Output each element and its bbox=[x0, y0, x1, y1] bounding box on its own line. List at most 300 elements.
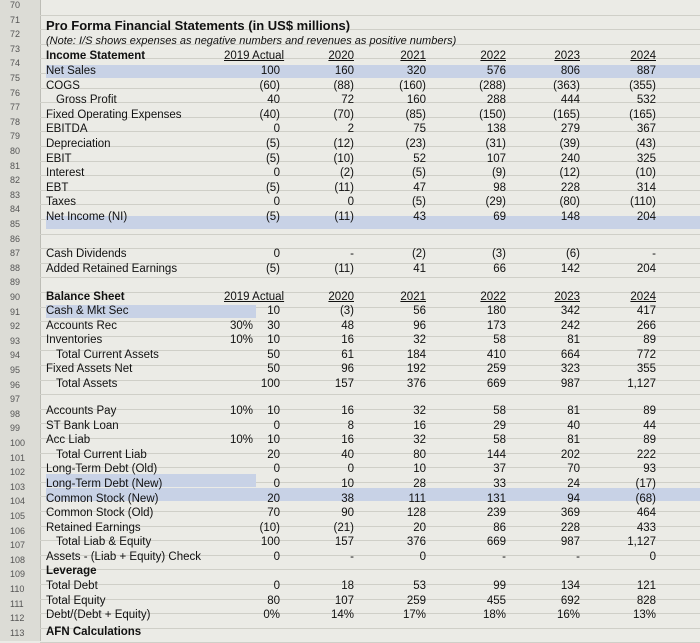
row-number: 98 bbox=[10, 408, 21, 419]
cell-value: (88) bbox=[333, 79, 354, 92]
cell-value: 58 bbox=[493, 334, 506, 347]
cell-value: (160) bbox=[399, 79, 426, 92]
cell-value: 72 bbox=[341, 94, 354, 107]
cell-value: 0 bbox=[273, 248, 280, 260]
cell-value: (5) bbox=[265, 152, 280, 165]
cell-value: 96 bbox=[413, 319, 426, 332]
cell-value: 772 bbox=[636, 348, 656, 361]
row-gridline bbox=[40, 204, 700, 205]
cell-value: 14% bbox=[330, 609, 354, 622]
row-number: 93 bbox=[10, 335, 21, 346]
row-number: 79 bbox=[10, 131, 21, 142]
cell-value: 24 bbox=[567, 478, 580, 490]
year-header: 2023 bbox=[554, 291, 580, 303]
cell-value: (110) bbox=[630, 196, 656, 209]
cell-value: 111 bbox=[408, 492, 426, 505]
row-label: Taxes bbox=[46, 196, 77, 209]
cell-value: 314 bbox=[636, 181, 656, 194]
cell-value: (23) bbox=[405, 138, 426, 150]
year-header: 2020 bbox=[328, 291, 354, 303]
row-gridline bbox=[40, 394, 700, 395]
cell-value: 417 bbox=[636, 305, 656, 317]
row-number: 75 bbox=[10, 73, 21, 83]
row-number: 92 bbox=[10, 321, 21, 332]
cell-value: - bbox=[576, 551, 580, 563]
cell-value: (31) bbox=[485, 138, 506, 150]
cell-value: 16% bbox=[556, 609, 580, 622]
balance-sheet-heading: Balance Sheet bbox=[46, 291, 125, 303]
row-label: Assets - (Liab + Equity) Check bbox=[46, 551, 201, 563]
row-number: 88 bbox=[10, 262, 21, 273]
row-gridline bbox=[40, 15, 700, 16]
cell-value: 20 bbox=[267, 448, 280, 461]
cell-value: 81 bbox=[567, 434, 580, 447]
row-number: 87 bbox=[10, 248, 21, 259]
cell-value: 202 bbox=[560, 448, 580, 461]
row-number: 82 bbox=[10, 175, 21, 186]
row-number: 77 bbox=[10, 102, 21, 113]
cell-value: 828 bbox=[636, 594, 656, 607]
row-number: 81 bbox=[10, 160, 21, 171]
row-label: Total Current Liab bbox=[56, 448, 147, 461]
cell-value: 100 bbox=[260, 65, 280, 77]
cell-value: 144 bbox=[486, 448, 506, 461]
cell-value: 325 bbox=[636, 152, 656, 165]
row-number: 102 bbox=[10, 467, 26, 478]
row-gridline bbox=[40, 88, 700, 89]
cell-value: 0 bbox=[347, 196, 354, 209]
row-number: 91 bbox=[10, 306, 21, 317]
cell-value: 433 bbox=[636, 521, 656, 534]
cell-value: 222 bbox=[636, 448, 656, 461]
cell-value: 16 bbox=[341, 405, 354, 417]
row-number: 72 bbox=[10, 29, 21, 40]
row-number: 110 bbox=[10, 584, 25, 594]
cell-value: 576 bbox=[486, 65, 506, 77]
row-header-column bbox=[0, 0, 41, 641]
row-number: 90 bbox=[10, 292, 21, 302]
cell-value: 240 bbox=[560, 152, 580, 165]
cell-value: 38 bbox=[341, 492, 354, 505]
row-number: 107 bbox=[10, 540, 26, 551]
cell-value: (10) bbox=[333, 152, 354, 165]
row-number: 106 bbox=[10, 525, 26, 536]
row-label: Total Equity bbox=[46, 594, 106, 607]
row-label: Added Retained Earnings bbox=[46, 262, 178, 275]
cell-value: (39) bbox=[559, 138, 580, 150]
cell-value: (5) bbox=[265, 262, 280, 275]
row-label: Inventories bbox=[46, 334, 103, 347]
cell-value: 75 bbox=[413, 123, 426, 136]
cell-value: 228 bbox=[560, 521, 580, 534]
cell-value: 0 bbox=[273, 196, 280, 209]
cell-value: 47 bbox=[413, 181, 426, 194]
row-label: Net Sales bbox=[46, 65, 96, 77]
year-header: 2021 bbox=[400, 50, 426, 62]
cell-value: 0 bbox=[273, 419, 280, 432]
cell-value: 887 bbox=[636, 65, 656, 77]
cell-value: (5) bbox=[411, 196, 426, 209]
cell-value: 16 bbox=[341, 334, 354, 347]
cell-value: 1,127 bbox=[627, 378, 656, 390]
cell-value: (363) bbox=[553, 79, 580, 92]
row-gridline bbox=[40, 438, 700, 439]
row-label: Depreciation bbox=[46, 138, 111, 150]
cell-value: 13% bbox=[632, 609, 656, 622]
cell-value: 0 bbox=[419, 551, 426, 563]
row-number: 105 bbox=[10, 511, 26, 521]
cell-value: 259 bbox=[406, 594, 426, 607]
row-number: 99 bbox=[10, 423, 21, 434]
cell-value: 157 bbox=[334, 536, 354, 549]
cell-value: 10 bbox=[267, 405, 280, 417]
row-label: Accounts Rec bbox=[46, 319, 117, 332]
cell-value: 107 bbox=[334, 594, 354, 607]
cell-value: 806 bbox=[560, 65, 580, 77]
year-header: 2020 bbox=[328, 50, 354, 62]
row-gridline bbox=[40, 423, 700, 424]
cell-value: 43 bbox=[413, 211, 426, 223]
cell-value: 37 bbox=[493, 463, 506, 476]
cell-value: 50 bbox=[267, 348, 280, 361]
cell-value: 20 bbox=[413, 521, 426, 534]
cell-value: (40) bbox=[259, 108, 280, 121]
cell-value: 58 bbox=[493, 434, 506, 447]
cell-value: 80 bbox=[267, 594, 280, 607]
row-number: 96 bbox=[10, 379, 21, 390]
cell-value: 455 bbox=[486, 594, 506, 607]
cell-value: 33 bbox=[493, 478, 506, 490]
cell-value: 157 bbox=[334, 378, 354, 390]
cell-value: 70 bbox=[267, 507, 280, 520]
cell-value: 89 bbox=[643, 405, 656, 417]
cell-value: 1,127 bbox=[627, 536, 656, 549]
afn-heading: AFN Calculations bbox=[46, 626, 142, 638]
cell-value: 259 bbox=[486, 363, 506, 376]
cell-value: 410 bbox=[486, 348, 506, 361]
cell-value: 355 bbox=[636, 363, 656, 376]
cell-value: 28 bbox=[413, 478, 426, 490]
page-title: Pro Forma Financial Statements (in US$ millions) bbox=[46, 18, 351, 33]
cell-value: (5) bbox=[265, 211, 280, 223]
cell-value: 40 bbox=[267, 94, 280, 107]
cell-value: 10 bbox=[267, 305, 280, 317]
row-gridline bbox=[40, 146, 700, 147]
cell-value: 50 bbox=[267, 363, 280, 376]
cell-value: 204 bbox=[636, 211, 656, 223]
cell-value: 987 bbox=[560, 536, 580, 549]
row-number: 94 bbox=[10, 350, 21, 361]
cell-value: 32 bbox=[413, 434, 426, 447]
row-gridline bbox=[40, 234, 700, 235]
row-label: Cash & Mkt Sec bbox=[46, 305, 129, 317]
cell-value: (11) bbox=[334, 262, 354, 275]
cell-value: - bbox=[502, 551, 506, 563]
cell-value: 204 bbox=[636, 262, 656, 275]
row-label: Fixed Assets Net bbox=[46, 363, 133, 376]
cell-value: 16 bbox=[413, 419, 426, 432]
cell-value: 320 bbox=[406, 65, 426, 77]
cell-value: 53 bbox=[413, 580, 426, 592]
year-header: 2022 bbox=[480, 50, 506, 62]
income-statement-heading: Income Statement bbox=[46, 50, 146, 62]
cell-value: 367 bbox=[636, 123, 656, 136]
row-number: 86 bbox=[10, 233, 21, 244]
cell-value: 81 bbox=[567, 334, 580, 347]
cell-value: 81 bbox=[567, 405, 580, 417]
cell-value: (150) bbox=[479, 108, 506, 121]
row-number: 109 bbox=[10, 569, 26, 580]
row-label: ST Bank Loan bbox=[46, 419, 119, 432]
cell-value: 692 bbox=[560, 594, 580, 607]
cell-value: 98 bbox=[493, 181, 506, 194]
cell-value: (5) bbox=[265, 181, 280, 194]
cell-value: 131 bbox=[486, 492, 506, 505]
percent-driver: 30% bbox=[230, 319, 254, 332]
cell-value: 0 bbox=[649, 551, 656, 563]
cell-value: 18 bbox=[341, 580, 354, 592]
row-number: 112 bbox=[10, 613, 25, 624]
cell-value: 266 bbox=[636, 319, 656, 332]
cell-value: (2) bbox=[339, 167, 354, 180]
cell-value: (5) bbox=[265, 138, 280, 150]
row-label: Common Stock (Old) bbox=[46, 507, 154, 520]
cell-value: 239 bbox=[486, 507, 506, 520]
row-gridline bbox=[40, 161, 700, 162]
cell-value: 464 bbox=[636, 507, 656, 520]
cell-value: (21) bbox=[333, 521, 354, 534]
cell-value: 10 bbox=[267, 334, 280, 347]
leverage-heading: Leverage bbox=[46, 565, 97, 577]
row-label: Total Liab & Equity bbox=[56, 536, 152, 549]
cell-value: 142 bbox=[560, 262, 580, 275]
cell-value: 323 bbox=[560, 363, 580, 376]
row-label: Long-Term Debt (Old) bbox=[46, 463, 158, 476]
cell-value: 69 bbox=[493, 211, 506, 223]
cell-value: 52 bbox=[413, 152, 426, 165]
cell-value: (17) bbox=[635, 478, 656, 490]
cell-value: 669 bbox=[486, 378, 506, 390]
cell-value: 100 bbox=[260, 378, 280, 390]
row-gridline bbox=[40, 409, 700, 410]
cell-value: 86 bbox=[493, 521, 506, 534]
cell-value: 173 bbox=[486, 319, 506, 332]
row-label: Gross Profit bbox=[56, 94, 117, 107]
cell-value: 20 bbox=[267, 492, 280, 505]
cell-value: 99 bbox=[493, 580, 506, 592]
year-header: 2022 bbox=[480, 291, 506, 303]
row-number: 100 bbox=[10, 438, 26, 448]
cell-value: 0 bbox=[273, 478, 280, 490]
row-number: 111 bbox=[10, 598, 24, 609]
row-number: 113 bbox=[10, 627, 25, 638]
row-number: 104 bbox=[10, 496, 26, 507]
cell-value: (6) bbox=[565, 248, 580, 260]
cell-value: 8 bbox=[347, 419, 354, 432]
cell-value: 10 bbox=[341, 478, 354, 490]
cell-value: 40 bbox=[341, 448, 354, 461]
cell-value: 0 bbox=[273, 463, 280, 476]
cell-value: 17% bbox=[402, 609, 426, 622]
cell-value: 10 bbox=[267, 434, 280, 447]
row-label: Fixed Operating Expenses bbox=[46, 108, 182, 121]
cell-value: 160 bbox=[406, 94, 426, 107]
year-header: 2023 bbox=[554, 50, 580, 62]
cell-value: 18% bbox=[482, 609, 506, 622]
row-number: 97 bbox=[10, 394, 21, 405]
cell-value: 0 bbox=[273, 167, 280, 180]
cell-value: 128 bbox=[406, 507, 426, 520]
cell-value: (10) bbox=[259, 521, 280, 534]
row-number: 84 bbox=[10, 204, 21, 215]
cell-value: 532 bbox=[636, 94, 656, 107]
row-number: 89 bbox=[10, 277, 21, 288]
cell-value: 70 bbox=[567, 463, 580, 476]
cell-value: 228 bbox=[560, 181, 580, 194]
row-gridline bbox=[40, 102, 700, 103]
row-number: 76 bbox=[10, 87, 21, 98]
cell-value: 342 bbox=[560, 305, 580, 317]
row-label: EBITDA bbox=[46, 123, 88, 136]
row-number: 74 bbox=[10, 58, 21, 69]
cell-value: 0 bbox=[347, 463, 354, 476]
row-label: Total Debt bbox=[46, 580, 98, 592]
row-label: Common Stock (New) bbox=[46, 492, 159, 505]
cell-value: 0 bbox=[273, 580, 280, 592]
cell-value: 66 bbox=[493, 262, 506, 275]
cell-value: (10) bbox=[635, 167, 656, 180]
row-gridline bbox=[40, 569, 700, 570]
row-gridline bbox=[40, 584, 700, 585]
note-text: (Note: I/S shows expenses as negative numbers and revenues as positive numbers) bbox=[46, 35, 457, 47]
cell-value: (60) bbox=[259, 79, 280, 92]
cell-value: 134 bbox=[560, 580, 580, 592]
row-gridline bbox=[40, 175, 700, 176]
cell-value: 192 bbox=[406, 363, 426, 376]
row-gridline bbox=[40, 190, 700, 191]
cell-value: 40 bbox=[567, 419, 580, 432]
row-gridline bbox=[40, 131, 700, 132]
cell-value: 80 bbox=[413, 448, 426, 461]
row-gridline bbox=[40, 599, 700, 600]
cell-value: 0 bbox=[273, 551, 280, 563]
cell-value: 148 bbox=[560, 211, 580, 223]
cell-value: 184 bbox=[406, 348, 426, 361]
cell-value: 58 bbox=[493, 405, 506, 417]
row-number: 101 bbox=[10, 452, 26, 463]
cell-value: 32 bbox=[413, 405, 426, 417]
cell-value: 121 bbox=[636, 580, 656, 592]
cell-value: 669 bbox=[486, 536, 506, 549]
cell-value: (70) bbox=[333, 108, 354, 121]
year-header: 2024 bbox=[630, 50, 656, 62]
row-number: 80 bbox=[10, 146, 21, 156]
cell-value: (68) bbox=[635, 492, 656, 505]
cell-value: 107 bbox=[486, 152, 506, 165]
cell-value: 0 bbox=[273, 123, 280, 136]
cell-value: 664 bbox=[560, 348, 580, 361]
cell-value: 48 bbox=[341, 319, 354, 332]
cell-value: 2 bbox=[347, 123, 354, 136]
row-number: 83 bbox=[10, 189, 21, 200]
row-label: Interest bbox=[46, 167, 85, 180]
row-gridline bbox=[40, 321, 700, 322]
cell-value: 56 bbox=[413, 305, 426, 317]
cell-value: 288 bbox=[486, 94, 506, 107]
cell-value: 242 bbox=[560, 319, 580, 332]
cell-value: 94 bbox=[567, 492, 580, 505]
highlight-net-income bbox=[46, 216, 700, 229]
cell-value: (29) bbox=[485, 196, 506, 209]
percent-driver: 10% bbox=[230, 334, 254, 347]
year-header: 2019 Actual bbox=[224, 50, 285, 62]
cell-value: (9) bbox=[491, 167, 506, 180]
year-header: 2021 bbox=[400, 291, 426, 303]
row-label: Cash Dividends bbox=[46, 248, 127, 260]
row-number: 95 bbox=[10, 365, 21, 375]
cell-value: (11) bbox=[334, 181, 354, 194]
cell-value: 89 bbox=[643, 434, 656, 447]
cell-value: 29 bbox=[493, 419, 506, 432]
year-header: 2024 bbox=[630, 291, 656, 303]
cell-value: (288) bbox=[479, 79, 506, 92]
cell-value: 93 bbox=[643, 463, 656, 476]
cell-value: 376 bbox=[406, 536, 426, 549]
row-gridline bbox=[40, 248, 700, 249]
cell-value: (3) bbox=[491, 248, 506, 260]
row-label: Total Current Assets bbox=[56, 348, 159, 361]
row-label: Retained Earnings bbox=[46, 521, 141, 534]
row-number: 70 bbox=[10, 0, 21, 10]
cell-value: (2) bbox=[411, 248, 426, 260]
row-number: 73 bbox=[10, 43, 21, 54]
percent-driver: 10% bbox=[230, 405, 254, 417]
cell-value: 987 bbox=[560, 378, 580, 390]
row-gridline bbox=[40, 365, 700, 366]
row-label: Accounts Pay bbox=[46, 405, 117, 417]
cell-value: 160 bbox=[334, 65, 354, 77]
cell-value: (165) bbox=[629, 108, 656, 121]
cell-value: 279 bbox=[560, 123, 580, 136]
row-number: 78 bbox=[10, 116, 21, 127]
row-label: Total Assets bbox=[56, 378, 118, 390]
row-label: Debt/(Debt + Equity) bbox=[46, 609, 151, 622]
cell-value: - bbox=[652, 248, 656, 260]
cell-value: (165) bbox=[553, 108, 580, 121]
year-header: 2019 Actual bbox=[224, 291, 285, 303]
row-number: 71 bbox=[10, 14, 21, 25]
cell-value: 138 bbox=[486, 123, 506, 136]
cell-value: (43) bbox=[635, 138, 656, 150]
cell-value: 32 bbox=[413, 334, 426, 347]
cell-value: 0% bbox=[263, 609, 280, 622]
cell-value: (85) bbox=[405, 108, 426, 121]
cell-value: 30 bbox=[267, 319, 280, 332]
cell-value: - bbox=[350, 248, 354, 260]
cell-value: (3) bbox=[339, 305, 354, 317]
cell-value: 96 bbox=[341, 363, 354, 376]
row-number: 85 bbox=[10, 219, 21, 229]
cell-value: 89 bbox=[643, 334, 656, 347]
cell-value: (5) bbox=[411, 167, 426, 180]
row-label: Net Income (NI) bbox=[46, 211, 128, 223]
row-label: COGS bbox=[46, 79, 80, 92]
percent-driver: 10% bbox=[230, 434, 254, 447]
cell-value: 376 bbox=[406, 378, 426, 390]
row-gridline bbox=[40, 277, 700, 278]
cell-value: 16 bbox=[341, 434, 354, 447]
row-number: 103 bbox=[10, 481, 26, 492]
